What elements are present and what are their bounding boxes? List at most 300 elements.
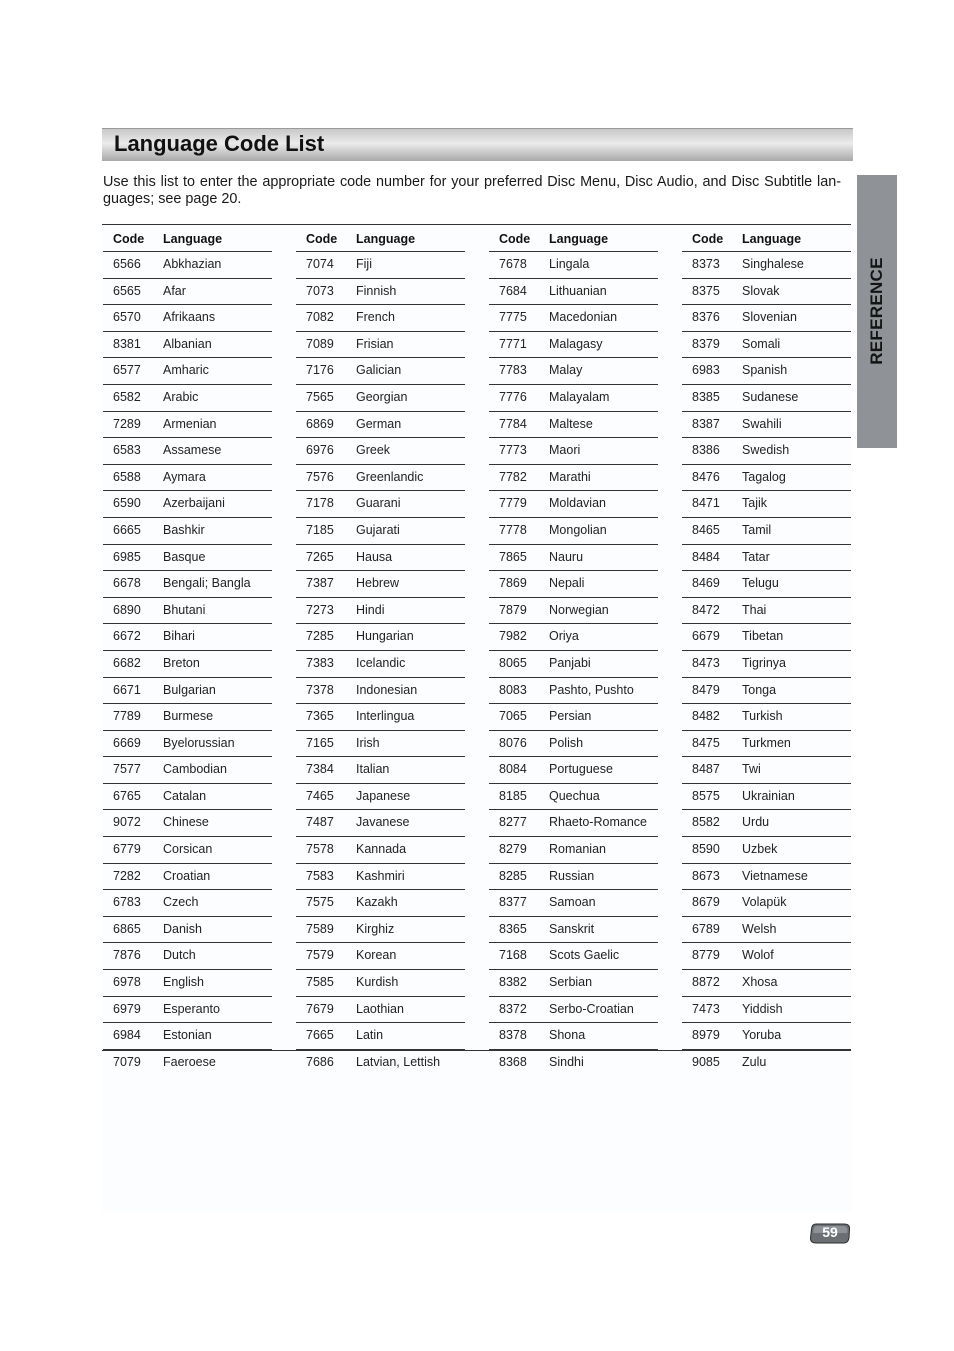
language-code: 8285 xyxy=(499,868,527,883)
language-code: 7665 xyxy=(306,1028,334,1043)
table-row xyxy=(103,731,272,758)
table-row xyxy=(489,624,658,651)
language-code: 9085 xyxy=(692,1054,720,1069)
table-row xyxy=(489,518,658,545)
table-row xyxy=(489,678,658,705)
table-row xyxy=(103,491,272,518)
language-code: 8365 xyxy=(499,921,527,936)
language-name: Bulgarian xyxy=(163,682,216,697)
language-name: Portuguese xyxy=(549,762,613,777)
table-row xyxy=(489,997,658,1024)
language-code: 6983 xyxy=(692,363,720,378)
language-code: 7577 xyxy=(113,762,141,777)
language-code: 6978 xyxy=(113,975,141,990)
language-code: 6583 xyxy=(113,443,141,458)
language-name: Uzbek xyxy=(742,842,778,857)
table-row xyxy=(296,279,465,306)
header-language: Language xyxy=(549,232,609,246)
language-name: Catalan xyxy=(163,788,207,803)
language-name: Kirghiz xyxy=(356,921,395,936)
header-code: Code xyxy=(113,232,145,246)
table-row xyxy=(682,810,851,837)
table-row xyxy=(103,385,272,412)
language-name: Aymara xyxy=(163,469,206,484)
table-row xyxy=(296,412,465,439)
table-row xyxy=(296,252,465,279)
language-name: Spanish xyxy=(742,363,788,378)
language-name: Javanese xyxy=(356,815,410,830)
table-row xyxy=(103,917,272,944)
language-name: Galician xyxy=(356,363,402,378)
reference-tab-label: REFERENCE xyxy=(867,257,886,365)
language-code: 6890 xyxy=(113,602,141,617)
table-row xyxy=(682,332,851,359)
language-name: Armenian xyxy=(163,416,217,431)
language-name: Macedonian xyxy=(549,310,618,325)
table-row xyxy=(682,624,851,651)
table-row xyxy=(489,810,658,837)
language-name: Sanskrit xyxy=(549,921,595,936)
language-name: Latin xyxy=(356,1028,384,1043)
language-name: Hungarian xyxy=(356,629,414,644)
language-code: 6588 xyxy=(113,469,141,484)
language-name: Afar xyxy=(163,283,186,298)
language-code: 7082 xyxy=(306,310,334,325)
language-name: Pashto, Pushto xyxy=(549,682,634,697)
table-row xyxy=(296,651,465,678)
language-code: 8084 xyxy=(499,762,527,777)
language-name: Bhutani xyxy=(163,602,206,617)
table-header-row xyxy=(489,226,658,252)
language-name: Lithuanian xyxy=(549,283,607,298)
language-code: 7384 xyxy=(306,762,334,777)
table-row xyxy=(682,518,851,545)
language-name: Indonesian xyxy=(356,682,418,697)
language-name: Xhosa xyxy=(742,975,778,990)
language-name: Estonian xyxy=(163,1028,212,1043)
header-language: Language xyxy=(742,232,802,246)
language-code: 7686 xyxy=(306,1054,334,1069)
language-name: Icelandic xyxy=(356,655,406,670)
language-code: 7789 xyxy=(113,709,141,724)
language-name: Swedish xyxy=(742,443,790,458)
language-name: Moldavian xyxy=(549,496,606,511)
language-code: 6783 xyxy=(113,895,141,910)
table-row xyxy=(489,837,658,864)
table-row xyxy=(296,997,465,1024)
table-bottom-rule xyxy=(102,1050,851,1051)
language-name: Turkish xyxy=(742,709,783,724)
language-name: Faeroese xyxy=(163,1054,216,1069)
language-code: 7473 xyxy=(692,1001,720,1016)
language-name: Maori xyxy=(549,443,581,458)
language-name: Slovak xyxy=(742,283,780,298)
language-name: Cambodian xyxy=(163,762,227,777)
table-row xyxy=(682,252,851,279)
language-name: Yiddish xyxy=(742,1001,783,1016)
language-name: Welsh xyxy=(742,921,777,936)
language-name: Thai xyxy=(742,602,767,617)
table-row xyxy=(103,465,272,492)
table-row xyxy=(296,784,465,811)
language-name: Czech xyxy=(163,895,199,910)
language-name: Finnish xyxy=(356,283,397,298)
language-code: 8376 xyxy=(692,310,720,325)
language-name: Assamese xyxy=(163,443,222,458)
language-code: 8582 xyxy=(692,815,720,830)
table-row xyxy=(103,997,272,1024)
language-code: 7265 xyxy=(306,549,334,564)
language-code: 8469 xyxy=(692,576,720,591)
table-row xyxy=(682,864,851,891)
language-name: Nepali xyxy=(549,576,585,591)
language-code: 7576 xyxy=(306,469,334,484)
language-name: Telugu xyxy=(742,576,779,591)
language-code: 7383 xyxy=(306,655,334,670)
language-code: 7185 xyxy=(306,522,334,537)
table-row xyxy=(682,465,851,492)
language-code: 8185 xyxy=(499,788,527,803)
language-name: Esperanto xyxy=(163,1001,220,1016)
table-row xyxy=(103,810,272,837)
language-code: 8779 xyxy=(692,948,720,963)
language-code: 6779 xyxy=(113,842,141,857)
language-code: 6679 xyxy=(692,629,720,644)
table-row xyxy=(296,1050,465,1076)
language-code: 7285 xyxy=(306,629,334,644)
language-name: Tagalog xyxy=(742,469,786,484)
language-code: 7365 xyxy=(306,709,334,724)
table-row xyxy=(489,252,658,279)
language-code: 7784 xyxy=(499,416,527,431)
header-language: Language xyxy=(356,232,416,246)
table-column-4 xyxy=(682,226,851,1075)
language-name: Afrikaans xyxy=(163,310,216,325)
language-code: 7783 xyxy=(499,363,527,378)
table-row xyxy=(489,917,658,944)
language-name: Tonga xyxy=(742,682,777,697)
language-code: 8465 xyxy=(692,522,720,537)
table-row xyxy=(489,704,658,731)
language-name: Quechua xyxy=(549,788,600,803)
table-row xyxy=(103,279,272,306)
language-code: 8679 xyxy=(692,895,720,910)
language-code: 6678 xyxy=(113,576,141,591)
table-row xyxy=(489,651,658,678)
language-name: Albanian xyxy=(163,336,212,351)
language-code: 7876 xyxy=(113,948,141,963)
table-header-row xyxy=(103,226,272,252)
table-header-row xyxy=(296,226,465,252)
table-row xyxy=(489,757,658,784)
table-row xyxy=(103,358,272,385)
language-name: Samoan xyxy=(549,895,596,910)
table-row xyxy=(296,917,465,944)
language-code: 6665 xyxy=(113,522,141,537)
language-code: 8379 xyxy=(692,336,720,351)
table-row xyxy=(296,438,465,465)
language-name: Vietnamese xyxy=(742,868,808,883)
language-name: Singhalese xyxy=(742,257,804,271)
language-code: 7565 xyxy=(306,389,334,404)
language-code: 6590 xyxy=(113,496,141,511)
language-code: 8575 xyxy=(692,788,720,803)
language-code: 7684 xyxy=(499,283,527,298)
language-name: Basque xyxy=(163,549,206,564)
language-name: Azerbaijani xyxy=(163,496,225,511)
table-top-rule xyxy=(102,224,851,225)
language-name: Slovenian xyxy=(742,310,797,325)
page-number: 59 xyxy=(822,1224,838,1240)
language-code: 6577 xyxy=(113,363,141,378)
language-name: Rhaeto-Romance xyxy=(549,815,647,830)
language-name: Kashmiri xyxy=(356,868,405,883)
table-row xyxy=(682,1023,851,1050)
table-row xyxy=(296,358,465,385)
table-column-2 xyxy=(296,226,465,1075)
table-row xyxy=(103,970,272,997)
language-code: 7778 xyxy=(499,522,527,537)
language-name: Dutch xyxy=(163,948,196,963)
language-code: 8372 xyxy=(499,1001,527,1016)
language-name: Tajik xyxy=(742,496,768,511)
table-row xyxy=(103,252,272,279)
intro-paragraph: Use this list to enter the appropriate code number for your preferred Disc Menu, Disc Audio, and Disc Subtitle lan- guages; see page 20. xyxy=(103,174,841,207)
language-name: Hausa xyxy=(356,549,393,564)
language-code: 7585 xyxy=(306,975,334,990)
language-name: Arabic xyxy=(163,389,199,404)
table-row xyxy=(296,731,465,758)
language-name: Twi xyxy=(742,762,761,777)
language-code: 8590 xyxy=(692,842,720,857)
table-row xyxy=(682,917,851,944)
language-name: Turkmen xyxy=(742,735,791,750)
language-code: 8277 xyxy=(499,815,527,830)
table-row xyxy=(682,731,851,758)
table-row xyxy=(103,1050,272,1076)
table-row xyxy=(103,704,272,731)
table-row xyxy=(489,358,658,385)
language-name: Frisian xyxy=(356,336,394,351)
language-code: 7168 xyxy=(499,948,527,963)
language-code: 7079 xyxy=(113,1054,141,1069)
header-code: Code xyxy=(306,232,338,246)
table-row xyxy=(296,545,465,572)
language-code: 6682 xyxy=(113,655,141,670)
language-code: 7865 xyxy=(499,549,527,564)
language-code: 6672 xyxy=(113,629,141,644)
header-code: Code xyxy=(499,232,531,246)
table-row xyxy=(489,491,658,518)
table-row xyxy=(103,757,272,784)
table-column-1 xyxy=(103,226,272,1075)
language-name: Bengali; Bangla xyxy=(163,576,251,591)
language-code: 7074 xyxy=(306,257,334,271)
language-code: 8377 xyxy=(499,895,527,910)
reference-side-tab xyxy=(857,175,897,448)
language-code: 7879 xyxy=(499,602,527,617)
language-code: 7578 xyxy=(306,842,334,857)
language-name: Byelorussian xyxy=(163,735,235,750)
language-name: Abkhazian xyxy=(163,257,222,271)
language-name: Burmese xyxy=(163,709,214,724)
language-code: 8387 xyxy=(692,416,720,431)
language-code: 7065 xyxy=(499,709,527,724)
language-name: Russian xyxy=(549,868,595,883)
language-code: 6869 xyxy=(306,416,334,431)
language-code: 7165 xyxy=(306,735,334,750)
table-row xyxy=(103,571,272,598)
language-name: Danish xyxy=(163,921,202,936)
language-name: Bihari xyxy=(163,629,195,644)
table-row xyxy=(489,332,658,359)
table-row xyxy=(103,305,272,332)
language-name: Urdu xyxy=(742,815,770,830)
language-name: Serbo-Croatian xyxy=(549,1001,634,1016)
language-name: Polish xyxy=(549,735,584,750)
language-name: Guarani xyxy=(356,496,401,511)
language-code: 8382 xyxy=(499,975,527,990)
language-code: 8375 xyxy=(692,283,720,298)
table-row xyxy=(489,412,658,439)
language-code: 7982 xyxy=(499,629,527,644)
language-name: Tigrinya xyxy=(742,655,786,670)
language-name: Breton xyxy=(163,655,200,670)
table-row xyxy=(489,571,658,598)
language-name: Italian xyxy=(356,762,390,777)
table-row xyxy=(682,358,851,385)
language-code: 7579 xyxy=(306,948,334,963)
language-name: Persian xyxy=(549,709,592,724)
language-code: 8083 xyxy=(499,682,527,697)
table-row xyxy=(489,279,658,306)
table-row xyxy=(103,412,272,439)
language-code: 8381 xyxy=(113,336,141,351)
language-name: Malay xyxy=(549,363,583,378)
language-name: Sindhi xyxy=(549,1054,584,1069)
language-name: Greek xyxy=(356,443,391,458)
table-row xyxy=(489,438,658,465)
language-code: 6671 xyxy=(113,682,141,697)
language-code: 7289 xyxy=(113,416,141,431)
language-name: Oriya xyxy=(549,629,579,644)
table-row xyxy=(682,412,851,439)
table-header-row xyxy=(682,226,851,252)
table-row xyxy=(103,545,272,572)
table-row xyxy=(103,332,272,359)
table-row xyxy=(103,784,272,811)
table-row xyxy=(103,1023,272,1050)
table-row xyxy=(682,385,851,412)
language-name: Serbian xyxy=(549,975,593,990)
language-code: 7487 xyxy=(306,815,334,830)
table-row xyxy=(103,678,272,705)
language-code: 8979 xyxy=(692,1028,720,1043)
language-name: Amharic xyxy=(163,363,209,378)
table-row xyxy=(682,970,851,997)
language-code: 6669 xyxy=(113,735,141,750)
language-code: 6789 xyxy=(692,921,720,936)
table-row xyxy=(103,624,272,651)
language-code: 8386 xyxy=(692,443,720,458)
table-row xyxy=(103,890,272,917)
language-code: 6566 xyxy=(113,257,141,271)
language-name: Nauru xyxy=(549,549,584,564)
table-row xyxy=(682,784,851,811)
page-number-badge xyxy=(810,1221,850,1245)
language-code: 8065 xyxy=(499,655,527,670)
language-code: 8368 xyxy=(499,1054,527,1069)
table-row xyxy=(296,837,465,864)
language-code: 8484 xyxy=(692,549,720,564)
table-row xyxy=(682,305,851,332)
table-row xyxy=(103,943,272,970)
language-code: 8479 xyxy=(692,682,720,697)
table-row xyxy=(103,438,272,465)
language-name: Kannada xyxy=(356,842,407,857)
language-name: Hebrew xyxy=(356,576,400,591)
language-code: 6565 xyxy=(113,283,141,298)
language-code: 7678 xyxy=(499,257,527,271)
table-row xyxy=(682,279,851,306)
language-name: Lingala xyxy=(549,257,590,271)
language-name: Tatar xyxy=(742,549,770,564)
language-name: Maltese xyxy=(549,416,593,431)
language-name: English xyxy=(163,975,204,990)
language-code: 9072 xyxy=(113,815,141,830)
language-name: Swahili xyxy=(742,416,782,431)
language-name: Georgian xyxy=(356,389,408,404)
table-row xyxy=(682,890,851,917)
language-name: Korean xyxy=(356,948,397,963)
table-row xyxy=(296,385,465,412)
table-row xyxy=(489,864,658,891)
language-code: 7282 xyxy=(113,868,141,883)
table-row xyxy=(489,943,658,970)
table-row xyxy=(682,598,851,625)
language-code: 7583 xyxy=(306,868,334,883)
language-name: Yoruba xyxy=(742,1028,782,1043)
language-code: 8673 xyxy=(692,868,720,883)
language-name: Marathi xyxy=(549,469,591,484)
table-row xyxy=(682,678,851,705)
language-code: 8472 xyxy=(692,602,720,617)
language-name: Kurdish xyxy=(356,975,399,990)
language-name: Malayalam xyxy=(549,389,610,404)
table-row xyxy=(489,1023,658,1050)
table-row xyxy=(296,571,465,598)
table-row xyxy=(296,678,465,705)
header-language: Language xyxy=(163,232,223,246)
table-row xyxy=(489,305,658,332)
language-code: 6976 xyxy=(306,443,334,458)
table-row xyxy=(296,704,465,731)
language-name: Croatian xyxy=(163,868,211,883)
table-row xyxy=(103,864,272,891)
language-code: 8473 xyxy=(692,655,720,670)
language-name: Bashkir xyxy=(163,522,205,537)
language-code: 8476 xyxy=(692,469,720,484)
table-row xyxy=(103,651,272,678)
table-row xyxy=(296,970,465,997)
language-code: 6765 xyxy=(113,788,141,803)
page-title: Language Code List xyxy=(114,131,325,156)
table-row xyxy=(103,598,272,625)
table-row xyxy=(296,1023,465,1050)
table-row xyxy=(682,997,851,1024)
table-row xyxy=(682,491,851,518)
language-name: Gujarati xyxy=(356,522,400,537)
